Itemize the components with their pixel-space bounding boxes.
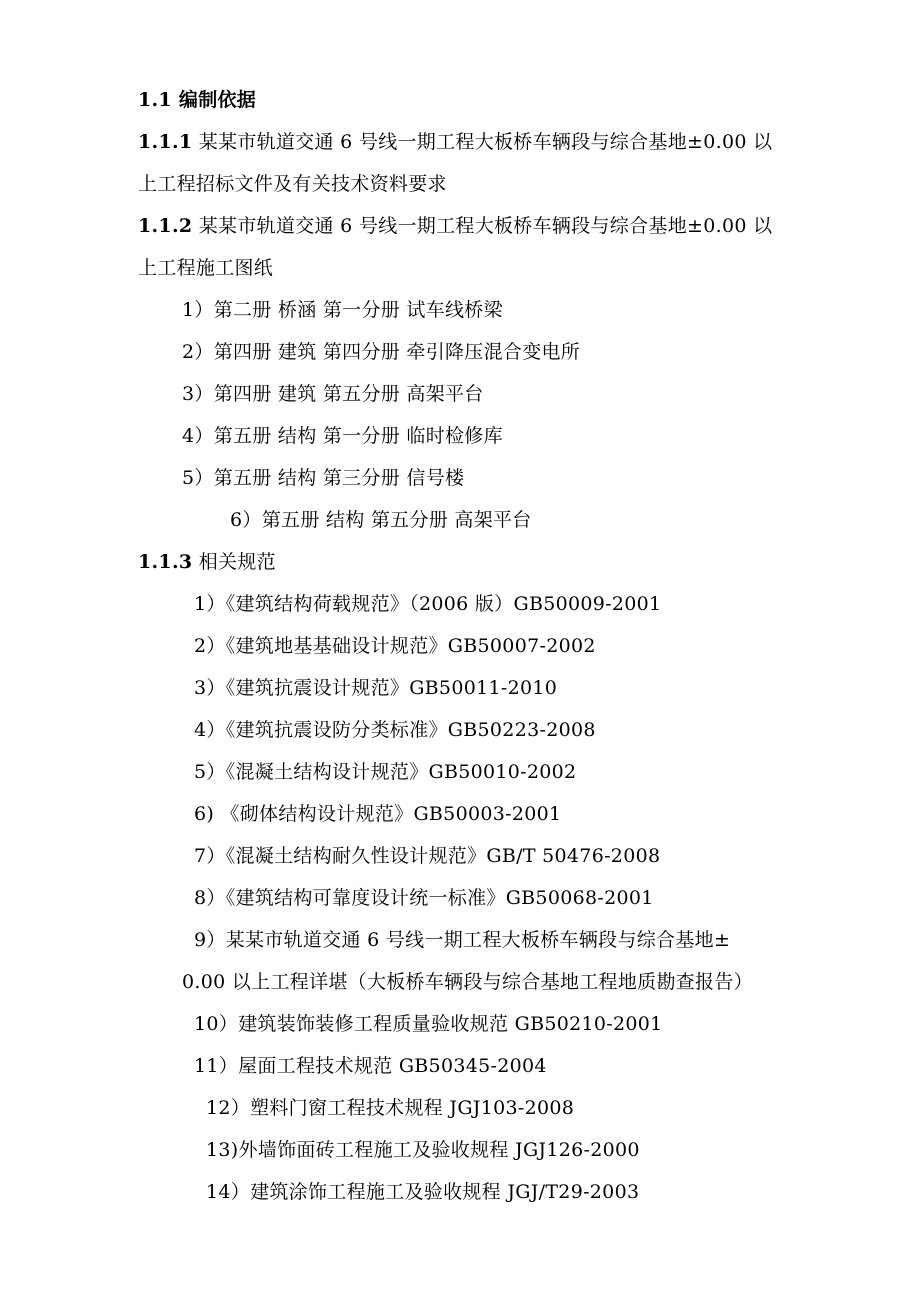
section-heading xyxy=(138,86,256,114)
item-1-1-2-line1 xyxy=(138,212,772,240)
spec-item: 4）《建筑抗震设防分类标准》GB50223-2008 xyxy=(194,719,596,741)
spec-item: 11）屋面工程技术规范 GB50345-2004 xyxy=(194,1055,547,1077)
drawing-item: 4）第五册 结构 第一分册 临时检修库 xyxy=(182,425,503,447)
item-1-1-1-line2: 上工程招标文件及有关技术资料要求 xyxy=(138,173,447,195)
spec-item: 14）建筑涂饰工程施工及验收规程 JGJ/T29-2003 xyxy=(206,1181,640,1203)
spec-item: 3）《建筑抗震设计规范》GB50011-2010 xyxy=(194,677,558,699)
spec-item: 10）建筑装饰装修工程质量验收规范 GB50210-2001 xyxy=(194,1013,663,1035)
spec-item: 13)外墙饰面砖工程施工及验收规程 JGJ126-2000 xyxy=(206,1139,640,1161)
item-1-1-1-number: 1.1.1 xyxy=(138,131,193,153)
drawing-item: 5）第五册 结构 第三分册 信号楼 xyxy=(182,467,465,489)
item-1-1-3-number: 1.1.3 xyxy=(138,551,193,573)
spec-item: 7）《混凝土结构耐久性设计规范》GB/T 50476-2008 xyxy=(194,845,661,867)
item-1-1-3-title: 相关规范 xyxy=(198,551,276,573)
item-1-1-2-line2: 上工程施工图纸 xyxy=(138,257,274,279)
item-1-1-1-line1 xyxy=(138,128,772,156)
drawing-item: 2）第四册 建筑 第四分册 牵引降压混合变电所 xyxy=(182,341,581,363)
item-1-1-1-text: 某某市轨道交通 6 号线一期工程大板桥车辆段与综合基地±0.00 以 xyxy=(198,131,773,153)
spec-item-continuation: 0.00 以上工程详堪（大板桥车辆段与综合基地工程地质勘查报告） xyxy=(182,971,753,993)
spec-item: 1）《建筑结构荷载规范》（2006 版）GB50009-2001 xyxy=(194,593,662,615)
spec-item: 6) 《砌体结构设计规范》GB50003-2001 xyxy=(194,803,562,825)
drawing-item: 6）第五册 结构 第五分册 高架平台 xyxy=(230,509,532,531)
drawing-item: 3）第四册 建筑 第五分册 高架平台 xyxy=(182,383,484,405)
item-1-1-3-heading xyxy=(138,548,276,576)
spec-item: 9）某某市轨道交通 6 号线一期工程大板桥车辆段与综合基地± xyxy=(194,929,731,951)
spec-item: 2）《建筑地基基础设计规范》GB50007-2002 xyxy=(194,635,596,657)
item-1-1-2-text: 某某市轨道交通 6 号线一期工程大板桥车辆段与综合基地±0.00 以 xyxy=(198,215,773,237)
spec-item: 12）塑料门窗工程技术规程 JGJ103-2008 xyxy=(206,1097,575,1119)
item-1-1-2-number: 1.1.2 xyxy=(138,215,193,237)
spec-item: 5）《混凝土结构设计规范》GB50010-2002 xyxy=(194,761,577,783)
drawing-item: 1）第二册 桥涵 第一分册 试车线桥梁 xyxy=(182,299,503,321)
section-number: 1.1 xyxy=(138,89,172,111)
spec-item: 8）《建筑结构可靠度设计统一标准》GB50068-2001 xyxy=(194,887,654,909)
section-title: 编制依据 xyxy=(178,89,257,111)
